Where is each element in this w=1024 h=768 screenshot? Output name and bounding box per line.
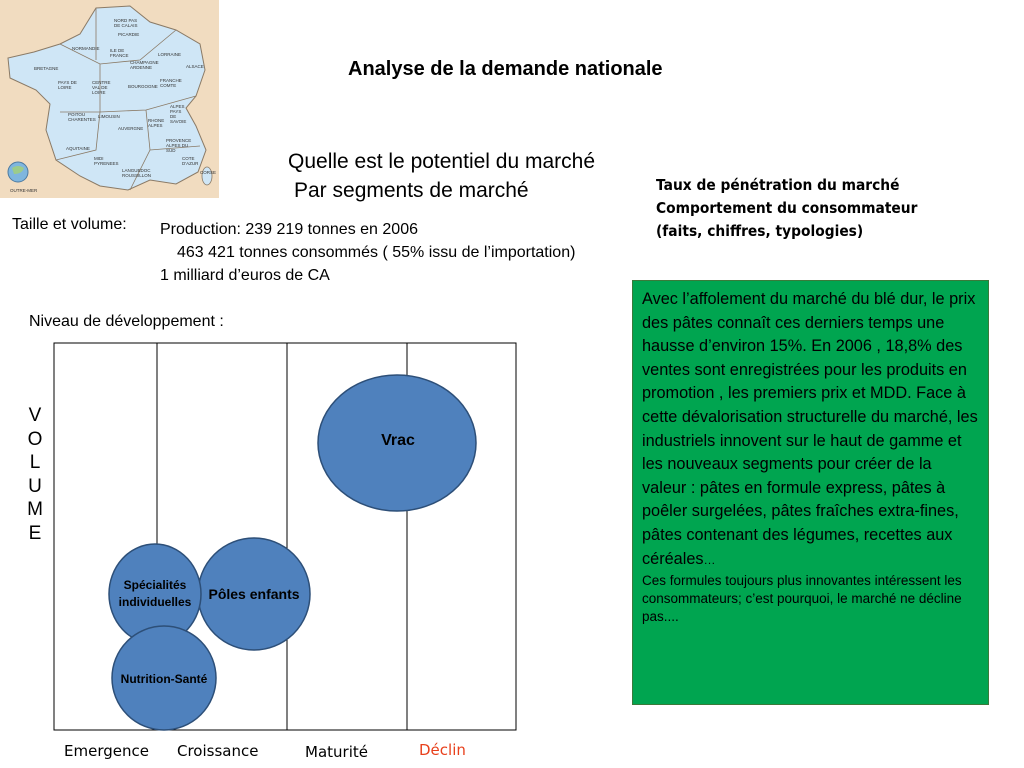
bubble-vrac <box>318 375 476 511</box>
map-label: LANGUEDOC ROUSSILLON <box>122 168 152 178</box>
map-label: LORRAINE <box>158 52 182 57</box>
side-note-line-3: (faits, chiffres, typologies) <box>656 222 864 240</box>
page-title: Analyse de la demande nationale <box>348 58 663 80</box>
production-line-2: 463 421 tonnes consommés ( 55% issu de l’importation) <box>177 244 576 261</box>
bubble-label: Pôles enfants <box>208 586 300 602</box>
map-label: CORSE <box>200 170 217 175</box>
map-label: ALSACE <box>186 64 204 69</box>
taille-label: Taille et volume: <box>12 216 127 233</box>
side-note-line-2: Comportement du consommateur <box>656 199 918 217</box>
question-line-2: Par segments de marché <box>294 179 529 202</box>
map-label: OUTRE-MER <box>10 188 38 193</box>
commentary-main-text: Avec l’affolement du marché du blé dur, le prix des pâtes connaît ces derniers temps une hausse d’environ 15%. En 2006 , 18,8% des ventes sont enregistrées pour les produits en promotion , les premiers prix et MDD. Face à cette dévalorisation structurelle du marché, les industriels innovent sur le haut de gamme et les nouveaux segments pour créer de la valeur : pâtes en formule express, pâtes à poêler surgelées, pâtes fraîches extra-fines, pâtes contenant des légumes, recettes aux céréales <box>642 290 978 568</box>
market-commentary-box <box>632 280 989 705</box>
map-label: RHONE ALPES <box>148 118 165 128</box>
map-label: LIMOUSIN <box>98 114 120 119</box>
stage-croissance: Croissance <box>177 742 259 760</box>
map-label: CENTRE VAL DE LOIRE <box>92 80 111 95</box>
stage-declin: Déclin <box>419 741 466 759</box>
question-line-1: Quelle est le potentiel du marché <box>288 150 596 173</box>
production-line-1: Production: 239 219 tonnes en 2006 <box>160 221 418 238</box>
production-line-3: 1 milliard d’euros de CA <box>160 267 330 284</box>
volume-letter: E <box>28 522 42 544</box>
stage-maturite: Maturité <box>305 743 368 761</box>
map-label: NORD PAS DE CALAIS <box>114 18 138 28</box>
map-label: PROVENCE ALPES DU SUD <box>166 138 192 153</box>
map-label: PAYS DE LOIRE <box>58 80 77 90</box>
map-label: NORMANDIE <box>72 46 100 51</box>
map-label: BOURGOGNE <box>128 84 158 89</box>
volume-letter: M <box>27 499 43 520</box>
volume-letter: O <box>27 428 43 450</box>
map-label: POITOU CHARENTES <box>68 112 96 122</box>
map-label: BRETAGNE <box>34 66 59 71</box>
map-label: FRANCHE COMTE <box>160 78 182 88</box>
map-label: AUVERGNE <box>118 126 144 131</box>
bubble-label: Vrac <box>381 432 415 449</box>
niveau-label: Niveau de développement : <box>29 313 224 330</box>
commentary-conclusion: Ces formules toujours plus innovantes intéressent les consommateurs; c’est pourquoi, le marché ne décline pas.... <box>642 573 962 625</box>
map-label: AQUITAINE <box>66 146 90 151</box>
bubble-label: Spécialités <box>123 578 187 592</box>
map-label: ALPES PAYS DE SAVOIE <box>170 104 187 124</box>
bubble-label: Nutrition-Santé <box>120 672 208 686</box>
bubble-poles-enfants <box>198 538 310 650</box>
map-label: CHAMPAGNE ARDENNE <box>130 60 159 70</box>
stage-emergence: Emergence <box>64 742 149 760</box>
volume-letter: V <box>28 405 42 426</box>
map-label: MIDI PYRENEES <box>94 156 119 166</box>
commentary-ellipsis: … <box>703 552 716 567</box>
volume-letter: L <box>29 452 41 473</box>
bubble-label: individuelles <box>118 595 192 609</box>
bubble-nutrition-sante <box>112 626 216 730</box>
map-label: PICARDIE <box>118 32 140 37</box>
map-label: COTE D'AZUR <box>182 156 199 166</box>
commentary-main <box>642 288 980 572</box>
map-label: ILE DE FRANCE <box>110 48 129 58</box>
side-note-line-1: Taux de pénétration du marché <box>656 176 900 194</box>
volume-letter: U <box>28 475 42 497</box>
